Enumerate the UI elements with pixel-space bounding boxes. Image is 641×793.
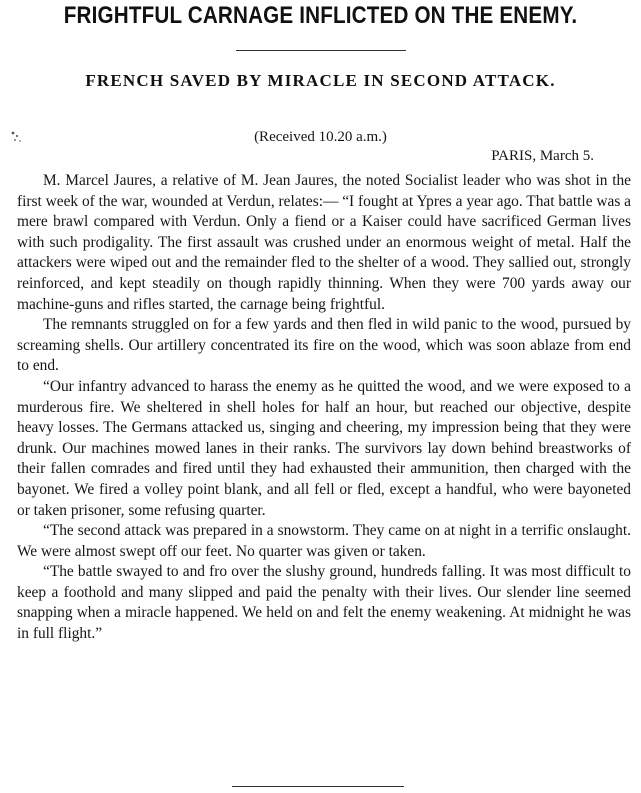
received-time-note: (Received 10.20 a.m.) (254, 129, 387, 145)
dateline: PARIS, March 5. (491, 148, 594, 164)
article-paragraph: M. Marcel Jaures, a relative of M. Jean Jaures, the noted Socialist leader who was shot in the first week of the war, wounded at Verdun, relates:— “I fought at Ypres a year ago. That battle was a mere brawl compared with Verdun. Only a fiend or a Kaiser could have sacrificed German lives with such prodigality. The first assault was crushed under an enormous weight of metal. Half the attackers were wiped out and the remainder fled to the shelter of a wood. They sallied out, strongly reinforced, and kept steadily on though rapidly thinning. When they were 700 yards away our machine-guns and rifles started, the carnage being frightful. (17, 172, 631, 313)
article-paragraph: The remnants struggled on for a few yards and then fled in wild panic to the wood, pursued by screaming shells. Our artillery concentrated its fire on the wood, which was soon ablaze from end to end. (17, 316, 631, 375)
article-body (17, 171, 631, 645)
article-paragraph: “The second attack was prepared in a snowstorm. They came on at night in a terrific onslaught. We were almost swept off our feet. No quarter was given or taken. (17, 522, 631, 560)
headline: FRIGHTFUL CARNAGE INFLICTED ON THE ENEMY. (63, 2, 578, 29)
article-paragraph: “The battle swayed to and fro over the slushy ground, hundreds falling. It was most difficult to keep a foothold and many slipped and paid the penalty with their lives. Our slender line seemed snapping when a miracle happened. We held on and felt the enemy weakening. At midnight he was in full flight.” (17, 563, 631, 643)
bottom-rule-divider (232, 786, 404, 787)
subheadline: FRENCH SAVED BY MIRACLE IN SECOND ATTACK. (85, 71, 556, 90)
article-paragraph: “Our infantry advanced to harass the enemy as he quitted the wood, and we were exposed to a murderous fire. We sheltered in shell holes for half an hour, but reached our objective, despite heavy losses. The Germans attacked us, singing and cheering, my impression being that they were drunk. Our machines mowed lanes in their ranks. The survivors lay down behind breastworks of their fallen comrades and fired until they had exhausted their ammunition, then charged with the bayonet. We fired a volley point blank, and all fell or fled, except a handful, who were bayoneted or taken prisoner, some refusing quarter. (17, 377, 631, 519)
top-rule-divider (236, 50, 406, 51)
